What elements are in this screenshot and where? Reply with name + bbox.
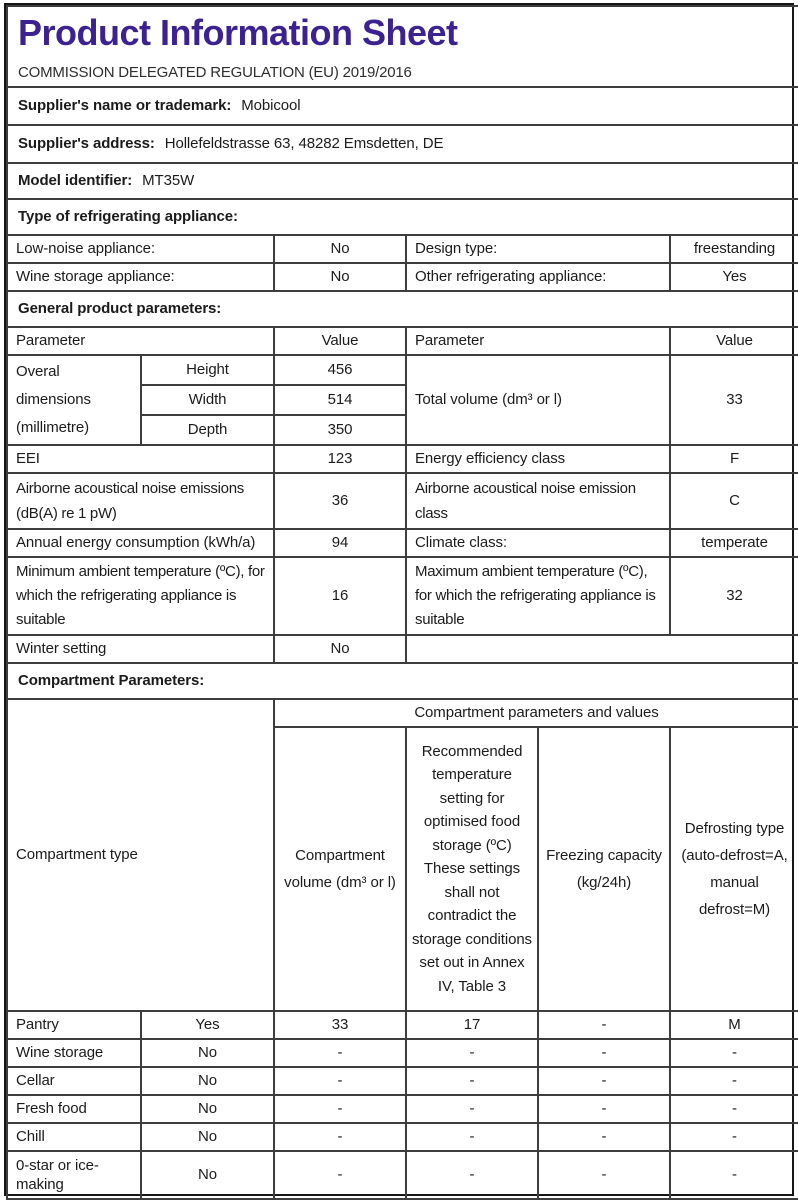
total-volume-label: Total volume (dm³ or l) [406, 355, 670, 445]
compartment-temperature-cell: - [406, 1067, 538, 1095]
compartment-type-cell: Fresh food [7, 1095, 141, 1123]
compartment-temperature-cell: - [406, 1151, 538, 1199]
param-cell: Low-noise appliance: [7, 235, 274, 263]
supplier-address-label: Supplier's address: [18, 135, 155, 153]
compartment-span-header-row [7, 699, 798, 727]
param-cell: Energy efficiency class [406, 445, 670, 473]
value-cell: Yes [670, 263, 798, 291]
compartment-section-heading-row [7, 663, 798, 699]
page-title: Product Information Sheet [18, 12, 458, 53]
general-section-heading: General product parameters: [7, 291, 798, 327]
dimension-name: Width [141, 385, 274, 415]
winter-setting-row [7, 635, 798, 663]
compartment-temperature-cell: 17 [406, 1011, 538, 1039]
supplier-name-label: Supplier's name or trademark: [18, 97, 232, 115]
param-cell: EEI [7, 445, 274, 473]
freezing-column-header: Freezing capacity (kg/24h) [538, 727, 670, 1011]
compartment-defrost-cell: M [670, 1011, 798, 1039]
compartment-freezing-cell: - [538, 1039, 670, 1067]
value-cell: freestanding [670, 235, 798, 263]
param-cell: Airborne acoustical noise emission class [406, 473, 670, 529]
value-cell: 94 [274, 529, 406, 557]
parameter-header: Parameter [7, 327, 274, 355]
dimension-name: Depth [141, 415, 274, 445]
supplier-address-row [7, 125, 798, 163]
param-cell: Other refrigerating appliance: [406, 263, 670, 291]
compartment-freezing-cell: - [538, 1067, 670, 1095]
value-header: Value [274, 327, 406, 355]
value-cell: 16 [274, 557, 406, 635]
value-cell: 32 [670, 557, 798, 635]
total-volume-value: 33 [670, 355, 798, 445]
ambient-temperature-row [7, 557, 798, 635]
value-cell: No [274, 635, 406, 663]
compartment-volume-cell: - [274, 1151, 406, 1199]
compartment-temperature-cell: - [406, 1123, 538, 1151]
regulation-subtitle: COMMISSION DELEGATED REGULATION (EU) 2019/2016 [18, 63, 412, 81]
compartment-type-header: Compartment type [7, 699, 274, 1011]
parameter-header: Parameter [406, 327, 670, 355]
supplier-name-value: Mobicool [241, 97, 301, 115]
compartment-volume-cell: - [274, 1067, 406, 1095]
defrosting-column-header: Defrosting type (auto-defrost=A, manual defrost=M) [670, 727, 798, 1011]
noise-row [7, 473, 798, 529]
param-cell: Climate class: [406, 529, 670, 557]
compartment-temperature-cell: - [406, 1039, 538, 1067]
supplier-name-row [7, 87, 798, 125]
supplier-address-value: Hollefeldstrasse 63, 48282 Emsdetten, DE [164, 135, 444, 153]
value-cell: C [670, 473, 798, 529]
param-cell: Wine storage appliance: [7, 263, 274, 291]
param-cell: Minimum ambient temperature (ºC), for which the refrigerating appliance is suitable [7, 557, 274, 635]
compartment-type-cell: Chill [7, 1123, 141, 1151]
compartment-present-cell: Yes [141, 1011, 274, 1039]
product-information-sheet [4, 3, 794, 1196]
eei-row [7, 445, 798, 473]
dimensions-height-row [7, 355, 798, 385]
compartment-row-chill [7, 1123, 798, 1151]
compartment-volume-cell: 33 [274, 1011, 406, 1039]
value-cell: No [274, 235, 406, 263]
general-section-heading-row [7, 291, 798, 327]
type-row-lownoise [7, 235, 798, 263]
compartment-row-pantry [7, 1011, 798, 1039]
empty-cell [406, 635, 798, 663]
param-cell: Winter setting [7, 635, 274, 663]
value-cell: No [274, 263, 406, 291]
param-cell: Design type: [406, 235, 670, 263]
model-identifier-row [7, 163, 798, 199]
value-cell: 123 [274, 445, 406, 473]
compartment-type-cell: Wine storage [7, 1039, 141, 1067]
compartment-freezing-cell: - [538, 1095, 670, 1123]
model-identifier-label: Model identifier: [18, 172, 133, 190]
type-row-winestorage [7, 263, 798, 291]
general-column-header-row [7, 327, 798, 355]
compartment-freezing-cell: - [538, 1011, 670, 1039]
compartment-defrost-cell: - [670, 1151, 798, 1199]
compartment-row-zerostar [7, 1151, 798, 1199]
value-cell: 36 [274, 473, 406, 529]
supplier-address-cell [7, 125, 798, 163]
compartment-volume-cell: - [274, 1039, 406, 1067]
type-section-heading: Type of refrigerating appliance: [7, 199, 798, 235]
compartment-defrost-cell: - [670, 1067, 798, 1095]
volume-column-header: Compartment volume (dm³ or l) [274, 727, 406, 1011]
compartment-type-cell: Cellar [7, 1067, 141, 1095]
compartment-defrost-cell: - [670, 1039, 798, 1067]
sheet-table [6, 5, 798, 1200]
value-header: Value [670, 327, 798, 355]
dimensions-label: Overal dimensions (millimetre) [7, 355, 141, 445]
compartment-type-cell: Pantry [7, 1011, 141, 1039]
compartment-temperature-cell: - [406, 1095, 538, 1123]
param-cell: Annual energy consumption (kWh/a) [7, 529, 274, 557]
model-identifier-cell [7, 163, 798, 199]
value-cell: F [670, 445, 798, 473]
supplier-name-cell [7, 87, 798, 125]
compartment-defrost-cell: - [670, 1095, 798, 1123]
compartment-section-heading: Compartment Parameters: [7, 663, 798, 699]
dimension-value: 514 [274, 385, 406, 415]
param-cell: Maximum ambient temperature (ºC), for which the refrigerating appliance is suitable [406, 557, 670, 635]
compartment-row-freshfood [7, 1095, 798, 1123]
compartment-defrost-cell: - [670, 1123, 798, 1151]
dimension-value: 350 [274, 415, 406, 445]
energy-row [7, 529, 798, 557]
compartment-freezing-cell: - [538, 1123, 670, 1151]
compartment-row-wine [7, 1039, 798, 1067]
compartment-volume-cell: - [274, 1123, 406, 1151]
compartment-type-cell: 0-star or ice-making [7, 1151, 141, 1199]
model-identifier-value: MT35W [142, 172, 195, 190]
value-cell: temperate [670, 529, 798, 557]
compartment-row-cellar [7, 1067, 798, 1095]
compartment-freezing-cell: - [538, 1151, 670, 1199]
type-section-heading-row [7, 199, 798, 235]
compartment-present-cell: No [141, 1123, 274, 1151]
compartment-volume-cell: - [274, 1095, 406, 1123]
dimension-value: 456 [274, 355, 406, 385]
dimension-name: Height [141, 355, 274, 385]
compartment-present-cell: No [141, 1095, 274, 1123]
compartment-present-cell: No [141, 1151, 274, 1199]
param-cell: Airborne acoustical noise emissions (dB(A) re 1 pW) [7, 473, 274, 529]
temperature-column-header: Recommended temperature setting for optimised food storage (ºC) These settings shall not contradict the storage conditions set out in Annex IV, Table 3 [406, 727, 538, 1011]
compartment-present-cell: No [141, 1067, 274, 1095]
compartment-span-header: Compartment parameters and values [274, 699, 798, 727]
compartment-present-cell: No [141, 1039, 274, 1067]
title-row [7, 6, 798, 87]
title-block [7, 6, 798, 87]
